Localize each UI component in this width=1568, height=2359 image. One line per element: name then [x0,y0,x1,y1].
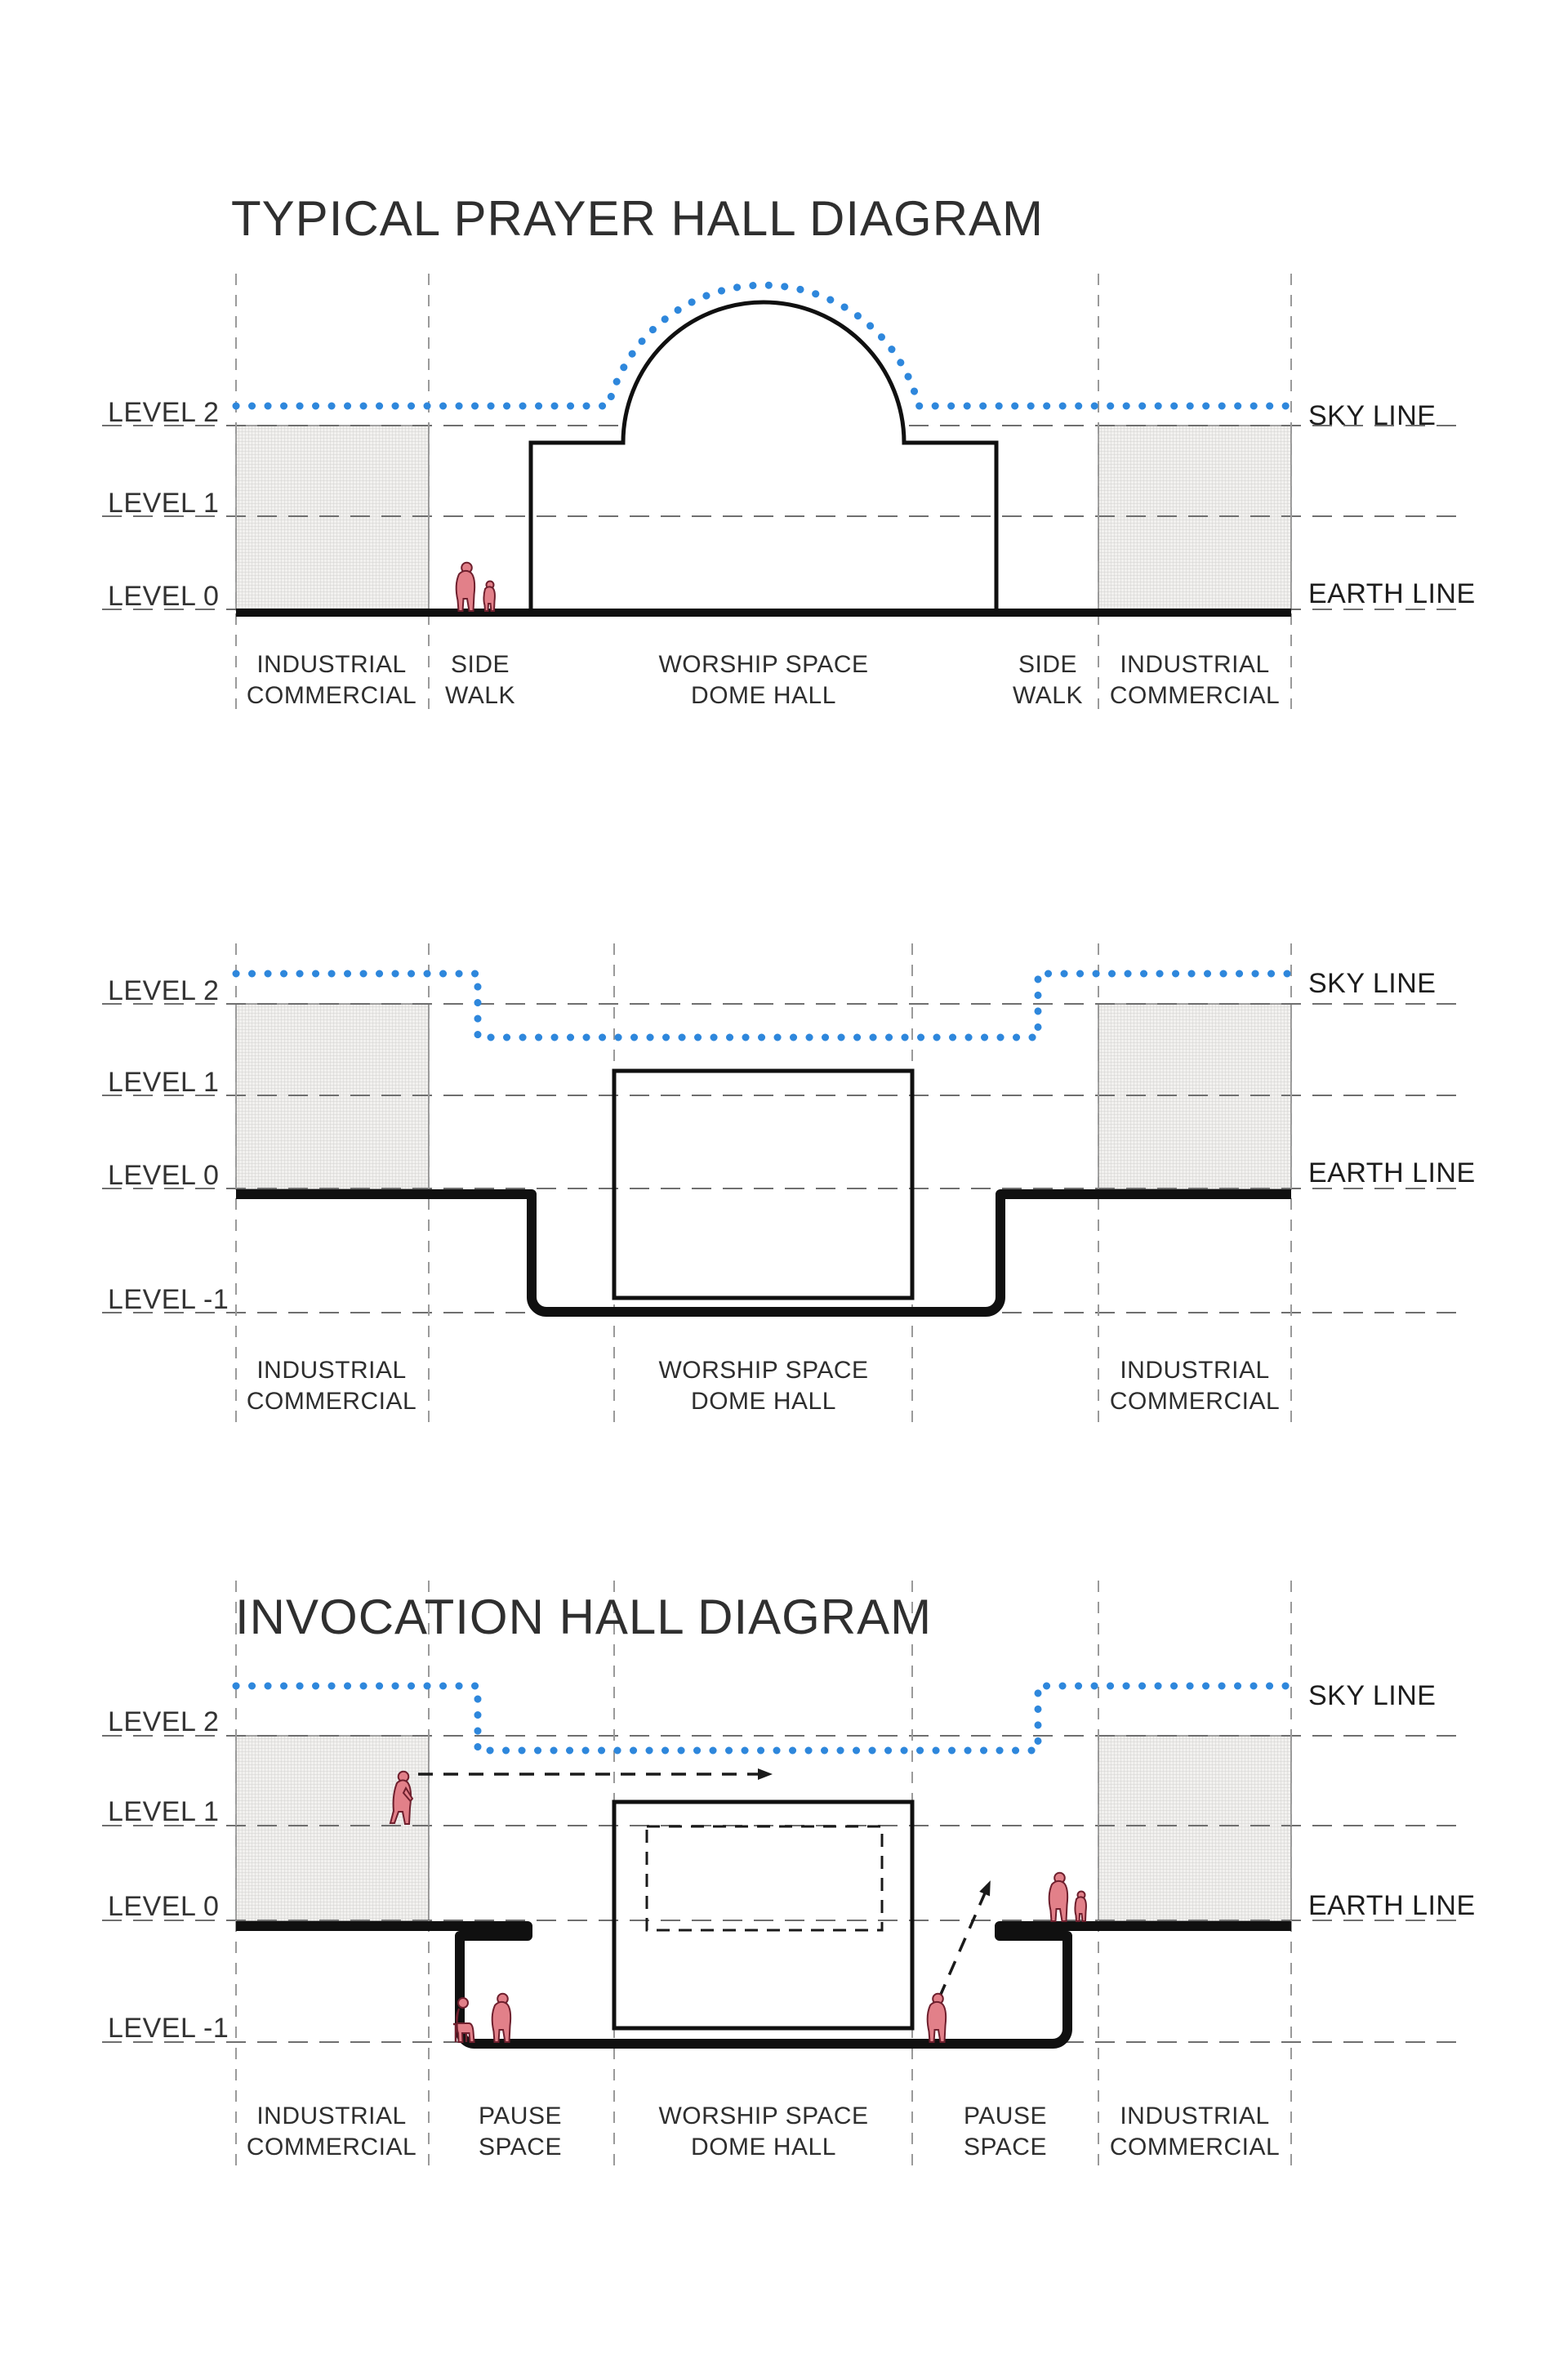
earth-line [236,609,1291,617]
person-child-figure [1075,1892,1086,1922]
zone-industrial-left: INDUSTRIAL [256,651,407,678]
person-adult-figure [1049,1873,1067,1921]
level-2-label: LEVEL 2 [108,975,220,1006]
zone-pause-right: PAUSE [964,2103,1047,2129]
zone-industrial-right: INDUSTRIAL [1120,2103,1270,2129]
industrial-block-right [1098,426,1291,610]
level-0-label: LEVEL 0 [108,581,220,612]
industrial-block-left [236,426,429,610]
level-1-label: LEVEL 1 [108,488,220,519]
sky-line-label: SKY LINE [1308,1680,1437,1711]
industrial-block-right [1098,1004,1291,1189]
diagram3-title: INVOCATION HALL DIAGRAM [235,1590,933,1644]
dome-hall-outline [614,1071,912,1298]
zone-industrial-right: INDUSTRIAL [1120,1357,1270,1384]
sky-line-label: SKY LINE [1308,400,1437,431]
person-standing-figure [928,1994,946,2042]
earth-line-label: EARTH LINE [1308,1157,1476,1188]
zone-commercial-left: COMMERCIAL [246,682,417,709]
earth-line-trench [236,1194,1291,1312]
person-adult-figure [457,563,474,611]
sky-line-label: SKY LINE [1308,968,1437,999]
zone-space-left: SPACE [479,2134,562,2161]
zone-dome-hall: DOME HALL [691,1388,836,1415]
zone-worship-space: WORSHIP SPACE [658,2103,869,2129]
level-1-label: LEVEL 1 [108,1796,220,1827]
zone-dome-hall: DOME HALL [691,2134,836,2161]
zone-pause-left: PAUSE [479,2103,562,2129]
industrial-block-left [236,1004,429,1189]
person-standing-figure [492,1994,510,2042]
level-2-label: LEVEL 2 [108,1706,220,1737]
typical-prayer-hall-diagram [102,191,1476,709]
zone-space-right: SPACE [964,2134,1047,2161]
invocation-hall-diagram [102,1581,1476,2174]
zone-commercial-right: COMMERCIAL [1109,682,1281,709]
zone-industrial-left: INDUSTRIAL [256,1357,407,1384]
zone-sidewalk-right: SIDE [1018,651,1078,678]
zone-commercial-left: COMMERCIAL [246,1388,417,1415]
level-0-label: LEVEL 0 [108,1891,220,1922]
zone-labels [247,651,1280,709]
level-minus1-label: LEVEL -1 [108,1284,229,1315]
zone-commercial-left: COMMERCIAL [246,2134,417,2161]
zone-industrial-left: INDUSTRIAL [256,2103,407,2129]
zone-worship-space: WORSHIP SPACE [658,651,869,678]
zone-dome-hall: DOME HALL [691,682,836,709]
inner-hall-dashed-outline [647,1826,882,1930]
zone-commercial-right: COMMERCIAL [1109,2134,1281,2161]
level-1-label: LEVEL 1 [108,1067,220,1098]
zone-worship-space: WORSHIP SPACE [658,1357,869,1384]
zone-sidewalk-left2: WALK [445,682,515,709]
zone-industrial-right: INDUSTRIAL [1120,651,1270,678]
level-minus1-label: LEVEL -1 [108,2013,229,2044]
level-0-label: LEVEL 0 [108,1160,220,1191]
earth-line-trench [236,1926,1291,2044]
circulation-arrow-diagonal [939,1882,990,1998]
earth-line-label: EARTH LINE [1308,578,1476,609]
industrial-block-right [1098,1736,1291,1921]
earth-line-label: EARTH LINE [1308,1890,1476,1921]
zone-sidewalk-right2: WALK [1013,682,1083,709]
zone-sidewalk-left: SIDE [450,651,510,678]
dome-fill [623,302,904,443]
zone-commercial-right: COMMERCIAL [1109,1388,1281,1415]
sunken-hall-diagram [102,943,1476,1431]
diagram1-title: TYPICAL PRAYER HALL DIAGRAM [231,191,1045,246]
dome-hall-outline [614,1802,912,2028]
level-2-label: LEVEL 2 [108,397,220,428]
zone-labels [247,2103,1280,2161]
industrial-block-left [236,1736,429,1921]
zone-labels [247,1357,1280,1415]
person-child-figure [483,582,495,612]
